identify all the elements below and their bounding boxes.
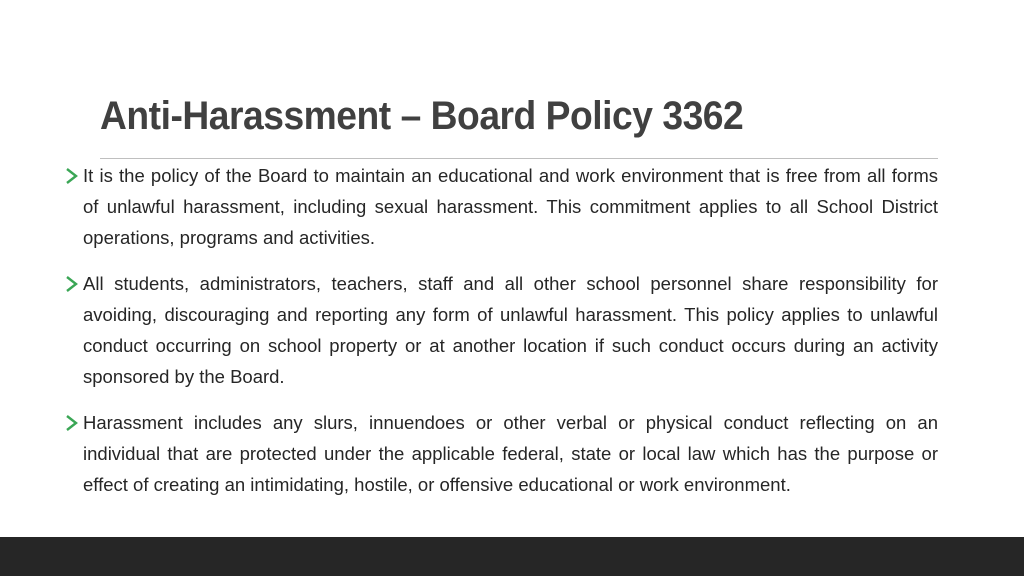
footer-bar: [0, 537, 1024, 576]
arrow-bullet-icon: [64, 413, 80, 433]
bullet-item: [64, 160, 938, 253]
bullet-item: [64, 407, 938, 500]
slide-title: Anti-Harassment – Board Policy 3362: [100, 94, 744, 138]
bullet-item: [64, 268, 938, 392]
bullet-text: It is the policy of the Board to maintain an educational and work environment that is free from all forms of unlawful harassment, including sexual harassment. This commitment applies to all School District operations, programs and activities.: [83, 165, 938, 248]
title-divider: [100, 158, 938, 159]
bullet-text: All students, administrators, teachers, staff and all other school personnel share responsibility for avoiding, discouraging and reporting any form of unlawful harassment. This policy applies to unlawful conduct occurring on school property or at another location if such conduct occurs during an activity sponsored by the Board.: [83, 273, 938, 387]
bullet-list: [64, 160, 938, 515]
arrow-bullet-icon: [64, 166, 80, 186]
arrow-bullet-icon: [64, 274, 80, 294]
bullet-text: Harassment includes any slurs, innuendoes or other verbal or physical conduct reflecting on an individual that are protected under the applicable federal, state or local law which has the purpose or effect of creating an intimidating, hostile, or offensive educational or work environment.: [83, 412, 938, 495]
